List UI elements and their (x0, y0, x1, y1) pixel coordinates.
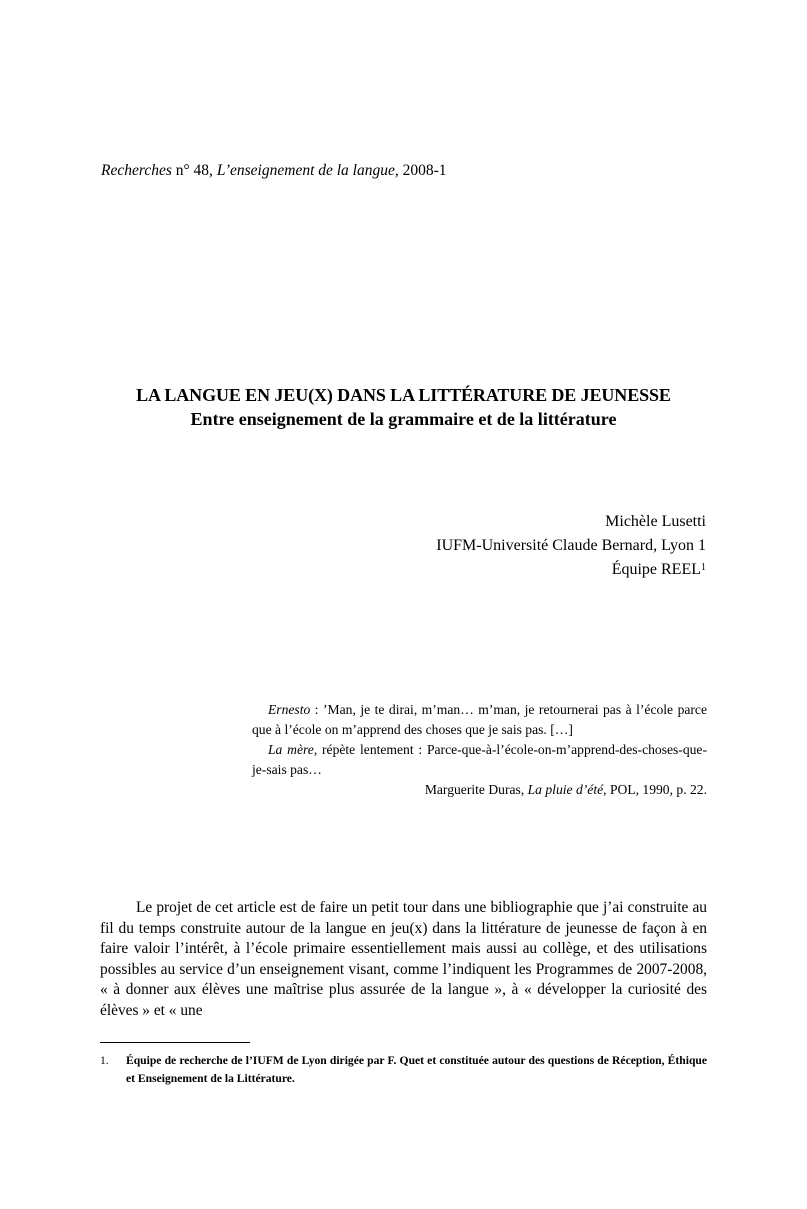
epigraph-source-author: Marguerite Duras, (424, 782, 528, 797)
author-name: Michèle Lusetti (605, 513, 706, 530)
issue-year: , 2008-1 (394, 162, 447, 179)
footnote-separator (100, 1042, 250, 1043)
body-paragraph: Le projet de cet article est de faire un petit tour dans une bibliographie que j’ai construite au fil du temps construite autour de la langue en jeu(x) dans la littérature de jeunesse de façon à en faire valoir l’intérêt, à l’école primaire essentiellement mais aussi au collège, et des utilisations possibles au service d’un enseignement visant, comme l’indiquent les Programmes de 2007-2008, « à donner aux élèves une maîtrise plus assurée de la langue », à « développer la curiosité des élèves » et « une (100, 899, 707, 1019)
footnote-number: 1. (100, 1054, 109, 1067)
article-title: LA LANGUE EN JEU(X) DANS LA LITTÉRATURE DE JEUNESSE (136, 385, 671, 405)
epigraph-text-1: : ’Man, je te dirai, m’man… m’man, je retournerai pas à l’école parce que à l’école on m’apprend des choses que je sais pas. […] (252, 702, 707, 737)
epigraph-line-2 (252, 740, 707, 780)
epigraph-line-1 (252, 700, 707, 740)
author-team (436, 558, 706, 582)
issue-title: L’enseignement de la langue (216, 162, 395, 179)
footnote-text: Équipe de recherche de l’IUFM de Lyon dirigée par F. Quet et constituée autour des questions de Réception, Éthique et Enseignement de la Littérature. (126, 1054, 707, 1085)
epigraph (252, 700, 707, 800)
epigraph-source-rest: , POL, 1990, p. 22. (603, 782, 707, 797)
epigraph-speaker-2: La mère (268, 742, 314, 757)
author-affiliation: IUFM-Université Claude Bernard, Lyon 1 (436, 537, 706, 554)
journal-header (101, 162, 447, 180)
journal-name: Recherches (101, 162, 172, 179)
epigraph-source (252, 780, 707, 800)
epigraph-speaker-1: Ernesto (268, 702, 311, 717)
article-title-block (100, 384, 707, 430)
epigraph-text-2: , répète lentement : Parce-que-à-l’école-on-m’apprend-des-choses-que-je-sais pas… (252, 742, 707, 777)
footnote (100, 1052, 707, 1088)
issue-number: n° 48, (175, 162, 213, 179)
author-team-label: Équipe REEL (611, 561, 701, 578)
body-text (100, 898, 707, 1022)
epigraph-source-title: La pluie d’été (527, 782, 604, 797)
author-block (436, 510, 706, 582)
article-subtitle: Entre enseignement de la grammaire et de la littérature (190, 409, 617, 429)
footnote-marker[interactable]: 1 (701, 562, 706, 573)
